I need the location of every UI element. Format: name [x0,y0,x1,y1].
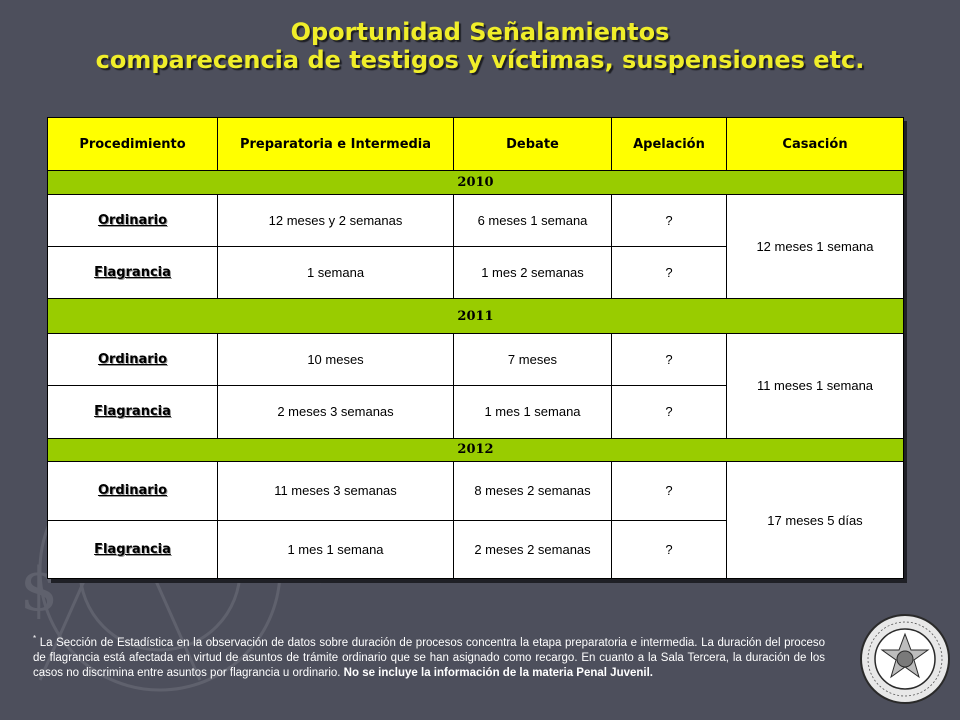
debate-cell: 1 mes 2 semanas [454,246,612,298]
svg-text:$: $ [20,555,59,625]
apelacion-cell: ? [612,386,727,438]
debate-cell: 2 meses 2 semanas [454,520,612,578]
year-label: 2010 [48,171,904,195]
procedimiento-cell: Ordinario [48,462,218,520]
apelacion-cell: ? [612,194,727,246]
casacion-cell: 12 meses 1 semana [727,194,904,299]
year-row-2012 [48,438,904,462]
apelacion-cell: ? [612,520,727,578]
title-line-1: Oportunidad Señalamientos [290,18,670,46]
institutional-seal-icon [858,612,952,706]
debate-cell: 8 meses 2 semanas [454,462,612,520]
header-apelacion: Apelación [612,118,727,171]
year-label: 2012 [48,438,904,462]
header-preparatoria: Preparatoria e Intermedia [218,118,454,171]
year-row-2011 [48,299,904,334]
header-row [48,118,904,171]
duration-table [47,117,904,579]
table-row [48,462,904,520]
casacion-cell: 17 meses 5 días [727,462,904,579]
apelacion-cell: ? [612,333,727,385]
preparatoria-cell: 12 meses y 2 semanas [218,194,454,246]
preparatoria-cell: 1 mes 1 semana [218,520,454,578]
debate-cell: 1 mes 1 semana [454,386,612,438]
preparatoria-cell: 1 semana [218,246,454,298]
preparatoria-cell: 11 meses 3 semanas [218,462,454,520]
header-casacion: Casación [727,118,904,171]
header-procedimiento: Procedimiento [48,118,218,171]
footnote [33,631,825,681]
casacion-cell: 11 meses 1 semana [727,333,904,438]
table-row [48,333,904,385]
footnote-marker: * [33,634,37,643]
footnote-text: La Sección de Estadística en la observación de datos sobre duración de procesos concentra la etapa preparatoria e intermedia. La duración del proceso de flagrancia está afectada en virtud de asuntos de trámite ordinario que se han asignado como recargo. En cuanto a la Sala Tercera, la duración de los casos no discrimina entre asuntos por flagrancia u ordinario. [33,636,825,679]
year-row-2010 [48,171,904,195]
debate-cell: 6 meses 1 semana [454,194,612,246]
duration-table-container [47,117,903,579]
table-row [48,194,904,246]
preparatoria-cell: 10 meses [218,333,454,385]
apelacion-cell: ? [612,462,727,520]
procedimiento-cell: Ordinario [48,333,218,385]
year-label: 2011 [48,299,904,334]
procedimiento-cell: Flagrancia [48,520,218,578]
apelacion-cell: ? [612,246,727,298]
slide-title [0,18,960,74]
preparatoria-cell: 2 meses 3 semanas [218,386,454,438]
procedimiento-cell: Ordinario [48,194,218,246]
procedimiento-cell: Flagrancia [48,246,218,298]
debate-cell: 7 meses [454,333,612,385]
header-debate: Debate [454,118,612,171]
footnote-bold-text: No se incluye la información de la materia Penal Juvenil. [343,666,654,679]
title-line-2: comparecencia de testigos y víctimas, suspensiones etc. [95,46,865,74]
procedimiento-cell: Flagrancia [48,386,218,438]
